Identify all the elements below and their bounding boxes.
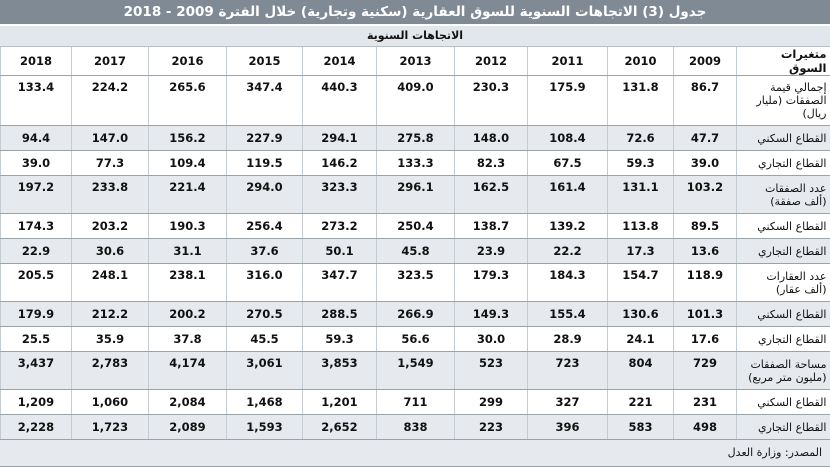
value-cell: 396 xyxy=(528,415,608,440)
table-body xyxy=(1,76,830,440)
value-cell: 175.9 xyxy=(528,76,608,126)
value-cell: 130.6 xyxy=(608,302,674,327)
value-cell: 139.2 xyxy=(528,214,608,239)
table-subtitle: الاتجاهات السنوية xyxy=(0,26,830,47)
value-cell: 77.3 xyxy=(72,151,149,176)
value-cell: 275.8 xyxy=(377,126,455,151)
row-label: القطاع السكني xyxy=(737,390,830,415)
value-cell: 28.9 xyxy=(528,327,608,352)
row-label: عدد العقارات (ألف عقار) xyxy=(737,264,830,302)
value-cell: 174.3 xyxy=(1,214,72,239)
table-row xyxy=(1,264,830,302)
table-row xyxy=(1,302,830,327)
value-cell: 323.3 xyxy=(303,176,377,214)
table-row xyxy=(1,390,830,415)
value-cell: 47.7 xyxy=(674,126,737,151)
table-row xyxy=(1,214,830,239)
value-cell: 1,593 xyxy=(227,415,303,440)
value-cell: 2,652 xyxy=(303,415,377,440)
value-cell: 273.2 xyxy=(303,214,377,239)
value-cell: 35.9 xyxy=(72,327,149,352)
value-cell: 72.6 xyxy=(608,126,674,151)
value-cell: 212.2 xyxy=(72,302,149,327)
value-cell: 13.6 xyxy=(674,239,737,264)
header-year-cell: 2018 xyxy=(1,47,72,76)
table-row xyxy=(1,327,830,352)
value-cell: 294.0 xyxy=(227,176,303,214)
value-cell: 156.2 xyxy=(149,126,227,151)
header-year-cell: 2011 xyxy=(528,47,608,76)
value-cell: 86.7 xyxy=(674,76,737,126)
value-cell: 221.4 xyxy=(149,176,227,214)
value-cell: 2,228 xyxy=(1,415,72,440)
row-label: القطاع السكني xyxy=(737,126,830,151)
value-cell: 190.3 xyxy=(149,214,227,239)
value-cell: 59.3 xyxy=(303,327,377,352)
value-cell: 25.5 xyxy=(1,327,72,352)
value-cell: 270.5 xyxy=(227,302,303,327)
value-cell: 221 xyxy=(608,390,674,415)
value-cell: 133.3 xyxy=(377,151,455,176)
value-cell: 224.2 xyxy=(72,76,149,126)
value-cell: 316.0 xyxy=(227,264,303,302)
header-year-cell: 2012 xyxy=(455,47,528,76)
header-year-cell: 2015 xyxy=(227,47,303,76)
value-cell: 24.1 xyxy=(608,327,674,352)
value-cell: 39.0 xyxy=(674,151,737,176)
value-cell: 148.0 xyxy=(455,126,528,151)
row-label: عدد الصفقات (ألف صفقة) xyxy=(737,176,830,214)
value-cell: 161.4 xyxy=(528,176,608,214)
value-cell: 248.1 xyxy=(72,264,149,302)
header-year-cell: 2016 xyxy=(149,47,227,76)
value-cell: 3,853 xyxy=(303,352,377,390)
header-label-cell: متغيرات السوق xyxy=(737,47,830,76)
value-cell: 94.4 xyxy=(1,126,72,151)
value-cell: 294.1 xyxy=(303,126,377,151)
value-cell: 409.0 xyxy=(377,76,455,126)
row-label: القطاع التجاري xyxy=(737,415,830,440)
value-cell: 103.2 xyxy=(674,176,737,214)
row-label: القطاع التجاري xyxy=(737,239,830,264)
value-cell: 288.5 xyxy=(303,302,377,327)
value-cell: 45.5 xyxy=(227,327,303,352)
value-cell: 113.8 xyxy=(608,214,674,239)
value-cell: 133.4 xyxy=(1,76,72,126)
value-cell: 327 xyxy=(528,390,608,415)
value-cell: 22.9 xyxy=(1,239,72,264)
row-label: القطاع التجاري xyxy=(737,151,830,176)
value-cell: 440.3 xyxy=(303,76,377,126)
value-cell: 118.9 xyxy=(674,264,737,302)
value-cell: 227.9 xyxy=(227,126,303,151)
value-cell: 31.1 xyxy=(149,239,227,264)
row-label: مساحة الصفقات (مليون متر مربع) xyxy=(737,352,830,390)
value-cell: 101.3 xyxy=(674,302,737,327)
value-cell: 2,084 xyxy=(149,390,227,415)
value-cell: 1,468 xyxy=(227,390,303,415)
row-label: القطاع السكني xyxy=(737,302,830,327)
value-cell: 138.7 xyxy=(455,214,528,239)
value-cell: 39.0 xyxy=(1,151,72,176)
value-cell: 149.3 xyxy=(455,302,528,327)
value-cell: 17.3 xyxy=(608,239,674,264)
value-cell: 50.1 xyxy=(303,239,377,264)
table-row xyxy=(1,176,830,214)
value-cell: 250.4 xyxy=(377,214,455,239)
value-cell: 223 xyxy=(455,415,528,440)
value-cell: 729 xyxy=(674,352,737,390)
value-cell: 498 xyxy=(674,415,737,440)
value-cell: 23.9 xyxy=(455,239,528,264)
value-cell: 804 xyxy=(608,352,674,390)
value-cell: 37.8 xyxy=(149,327,227,352)
value-cell: 162.5 xyxy=(455,176,528,214)
value-cell: 2,783 xyxy=(72,352,149,390)
value-cell: 230.3 xyxy=(455,76,528,126)
table-row xyxy=(1,352,830,390)
value-cell: 299 xyxy=(455,390,528,415)
value-cell: 146.2 xyxy=(303,151,377,176)
value-cell: 56.6 xyxy=(377,327,455,352)
value-cell: 266.9 xyxy=(377,302,455,327)
value-cell: 200.2 xyxy=(149,302,227,327)
table-row xyxy=(1,126,830,151)
value-cell: 154.7 xyxy=(608,264,674,302)
row-label: القطاع التجاري xyxy=(737,327,830,352)
value-cell: 119.5 xyxy=(227,151,303,176)
value-cell: 1,201 xyxy=(303,390,377,415)
value-cell: 45.8 xyxy=(377,239,455,264)
value-cell: 2,089 xyxy=(149,415,227,440)
value-cell: 323.5 xyxy=(377,264,455,302)
value-cell: 109.4 xyxy=(149,151,227,176)
table-title: جدول (3) الاتجاهات السنوية للسوق العقارية (سكنية وتجارية) خلال الفترة 2009 - 2018 xyxy=(0,0,830,26)
value-cell: 723 xyxy=(528,352,608,390)
value-cell: 67.5 xyxy=(528,151,608,176)
value-cell: 1,723 xyxy=(72,415,149,440)
table-header-row xyxy=(1,47,830,76)
value-cell: 179.9 xyxy=(1,302,72,327)
value-cell: 347.4 xyxy=(227,76,303,126)
value-cell: 30.0 xyxy=(455,327,528,352)
value-cell: 37.6 xyxy=(227,239,303,264)
header-year-cell: 2017 xyxy=(72,47,149,76)
row-label: القطاع السكني xyxy=(737,214,830,239)
value-cell: 233.8 xyxy=(72,176,149,214)
value-cell: 256.4 xyxy=(227,214,303,239)
value-cell: 347.7 xyxy=(303,264,377,302)
value-cell: 147.0 xyxy=(72,126,149,151)
value-cell: 30.6 xyxy=(72,239,149,264)
value-cell: 583 xyxy=(608,415,674,440)
value-cell: 89.5 xyxy=(674,214,737,239)
header-year-cell: 2009 xyxy=(674,47,737,76)
value-cell: 203.2 xyxy=(72,214,149,239)
value-cell: 1,060 xyxy=(72,390,149,415)
value-cell: 131.8 xyxy=(608,76,674,126)
value-cell: 184.3 xyxy=(528,264,608,302)
value-cell: 17.6 xyxy=(674,327,737,352)
value-cell: 523 xyxy=(455,352,528,390)
source-note: المصدر: وزارة العدل xyxy=(0,440,830,467)
table-row xyxy=(1,415,830,440)
value-cell: 1,209 xyxy=(1,390,72,415)
value-cell: 1,549 xyxy=(377,352,455,390)
value-cell: 131.1 xyxy=(608,176,674,214)
value-cell: 231 xyxy=(674,390,737,415)
value-cell: 22.2 xyxy=(528,239,608,264)
value-cell: 205.5 xyxy=(1,264,72,302)
table-row xyxy=(1,76,830,126)
value-cell: 108.4 xyxy=(528,126,608,151)
value-cell: 197.2 xyxy=(1,176,72,214)
value-cell: 296.1 xyxy=(377,176,455,214)
value-cell: 3,437 xyxy=(1,352,72,390)
value-cell: 4,174 xyxy=(149,352,227,390)
header-year-cell: 2013 xyxy=(377,47,455,76)
market-trends-table xyxy=(0,47,830,440)
table-row xyxy=(1,151,830,176)
value-cell: 265.6 xyxy=(149,76,227,126)
row-label: إجمالي قيمة الصفقات (مليار ريال) xyxy=(737,76,830,126)
header-year-cell: 2014 xyxy=(303,47,377,76)
value-cell: 238.1 xyxy=(149,264,227,302)
value-cell: 82.3 xyxy=(455,151,528,176)
value-cell: 3,061 xyxy=(227,352,303,390)
table-row xyxy=(1,239,830,264)
value-cell: 838 xyxy=(377,415,455,440)
value-cell: 155.4 xyxy=(528,302,608,327)
value-cell: 59.3 xyxy=(608,151,674,176)
value-cell: 179.3 xyxy=(455,264,528,302)
header-year-cell: 2010 xyxy=(608,47,674,76)
value-cell: 711 xyxy=(377,390,455,415)
